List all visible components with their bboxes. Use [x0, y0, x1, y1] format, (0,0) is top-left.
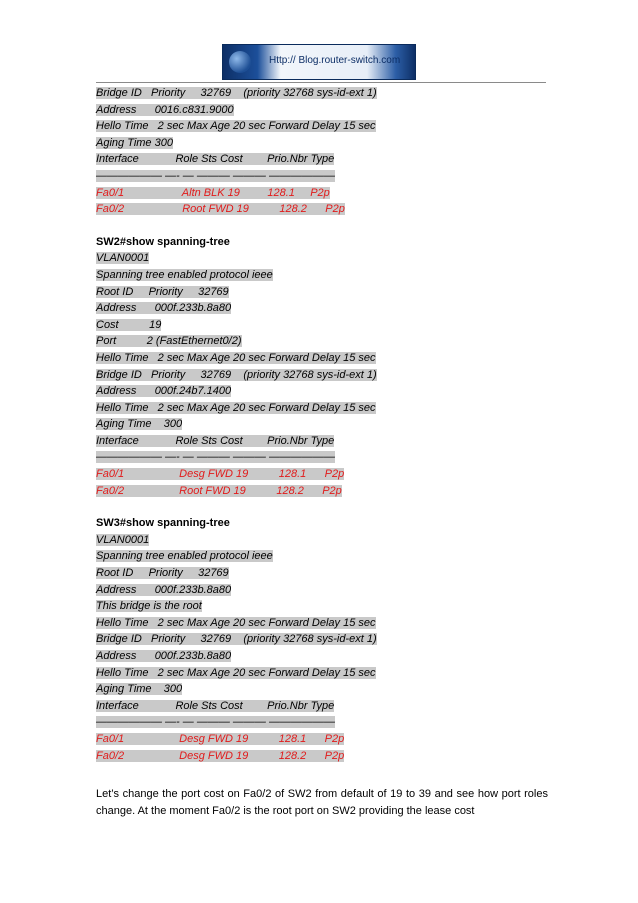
code-line [96, 631, 546, 648]
code-line-text: Port 2 (FastEthernet0/2) [96, 335, 242, 348]
code-line-text: Fa0/1 Desg FWD 19 128.1 P2p [96, 732, 345, 745]
code-line [96, 300, 546, 317]
code-line-text: Spanning tree enabled protocol ieee [96, 550, 273, 563]
code-line [96, 748, 546, 765]
code-line [96, 317, 546, 334]
code-line [96, 731, 546, 748]
logo-text: Http:// Blog.router-switch.com [269, 55, 401, 66]
code-line-text: Fa0/1 Desg FWD 19 128.1 P2p [96, 468, 345, 481]
code-line-text: Fa0/2 Desg FWD 19 128.2 P2p [96, 749, 345, 762]
code-line-text: Address 000f.233b.8a80 [96, 583, 232, 596]
code-line [96, 681, 546, 698]
code-line [96, 532, 546, 549]
globe-icon [229, 51, 251, 73]
code-line-text: Interface Role Sts Cost Prio.Nbr Type [96, 699, 335, 712]
document-body [96, 85, 546, 764]
code-line-text: Address 000f.24b7.1400 [96, 385, 232, 398]
code-line [96, 648, 546, 665]
code-line-text: Root ID Priority 32769 [96, 285, 229, 298]
code-line-text: Fa0/2 Root FWD 19 128.2 P2p [96, 203, 345, 216]
header-divider [96, 82, 546, 83]
sw3-output-block [96, 532, 546, 764]
code-line-text: Hello Time 2 sec Max Age 20 sec Forward Delay 15 sec [96, 616, 376, 629]
code-line [96, 250, 546, 267]
code-line-text: Address 000f.233b.8a80 [96, 302, 232, 315]
code-line-text: Spanning tree enabled protocol ieee [96, 268, 273, 281]
code-line [96, 333, 546, 350]
code-line [96, 466, 546, 483]
code-line [96, 85, 546, 102]
code-line-text: VLAN0001 [96, 252, 150, 265]
code-line [96, 449, 546, 466]
code-line-text: This bridge is the root [96, 600, 202, 613]
code-line [96, 367, 546, 384]
code-line [96, 698, 546, 715]
code-line [96, 598, 546, 615]
code-line-text: Aging Time 300 [96, 418, 183, 431]
blog-logo [222, 44, 416, 80]
code-line [96, 102, 546, 119]
code-line-text: Bridge ID Priority 32769 (priority 32768 sys-id-ext 1) [96, 633, 377, 646]
code-line [96, 548, 546, 565]
code-line-text: Cost 19 [96, 318, 162, 331]
code-line [96, 433, 546, 450]
code-line-text: VLAN0001 [96, 533, 150, 546]
code-line [96, 665, 546, 682]
code-line-text: Hello Time 2 sec Max Age 20 sec Forward Delay 15 sec [96, 666, 376, 679]
code-line-text: Fa0/1 Altn BLK 19 128.1 P2p [96, 186, 330, 199]
code-line [96, 483, 546, 500]
code-line-text: Interface Role Sts Cost Prio.Nbr Type [96, 153, 335, 166]
code-line [96, 400, 546, 417]
code-line-text: Aging Time 300 [96, 683, 183, 696]
sw2-heading: SW2#show spanning-tree [96, 235, 230, 248]
code-line [96, 582, 546, 599]
code-line-text: Address 0016.c831.9000 [96, 103, 234, 116]
code-line-text: —————— —- — ——— ——— —————— [96, 169, 335, 182]
code-line [96, 168, 546, 185]
code-line [96, 284, 546, 301]
code-line-text: Bridge ID Priority 32769 (priority 32768 sys-id-ext 1) [96, 368, 377, 381]
code-line-text: Root ID Priority 32769 [96, 567, 229, 580]
code-line [96, 151, 546, 168]
code-line [96, 416, 546, 433]
code-line-text: Interface Role Sts Cost Prio.Nbr Type [96, 434, 335, 447]
code-line [96, 350, 546, 367]
code-line [96, 135, 546, 152]
code-line-text: Address 000f.233b.8a80 [96, 650, 232, 662]
code-line-text: Aging Time 300 [96, 136, 173, 149]
code-line [96, 267, 546, 284]
code-line [96, 118, 546, 135]
code-line-text: —————— —- — ——— ——— —————— [96, 451, 335, 464]
sw3-heading: SW3#show spanning-tree [96, 517, 230, 530]
code-line-text: Hello Time 2 sec Max Age 20 sec Forward Delay 15 sec [96, 401, 376, 414]
code-line [96, 383, 546, 400]
code-line [96, 201, 546, 218]
sw1-output-block [96, 85, 546, 218]
code-line-text: Hello Time 2 sec Max Age 20 sec Forward Delay 15 sec [96, 351, 376, 364]
code-line-text: Bridge ID Priority 32769 (priority 32768 sys-id-ext 1) [96, 87, 377, 99]
code-line [96, 714, 546, 731]
code-line [96, 185, 546, 202]
body-paragraph: Let’s change the port cost on Fa0/2 of SW2 from default of 19 to 39 and see how port roles change. At the moment Fa0/2 is the root port on SW2 providing the lease cost [96, 788, 548, 817]
code-line-text: —————— —- — ——— ——— —————— [96, 716, 335, 729]
sw2-output-block [96, 250, 546, 499]
code-line [96, 615, 546, 632]
code-line-text: Hello Time 2 sec Max Age 20 sec Forward Delay 15 sec [96, 120, 376, 133]
code-line-text: Fa0/2 Root FWD 19 128.2 P2p [96, 484, 342, 497]
code-line [96, 565, 546, 582]
